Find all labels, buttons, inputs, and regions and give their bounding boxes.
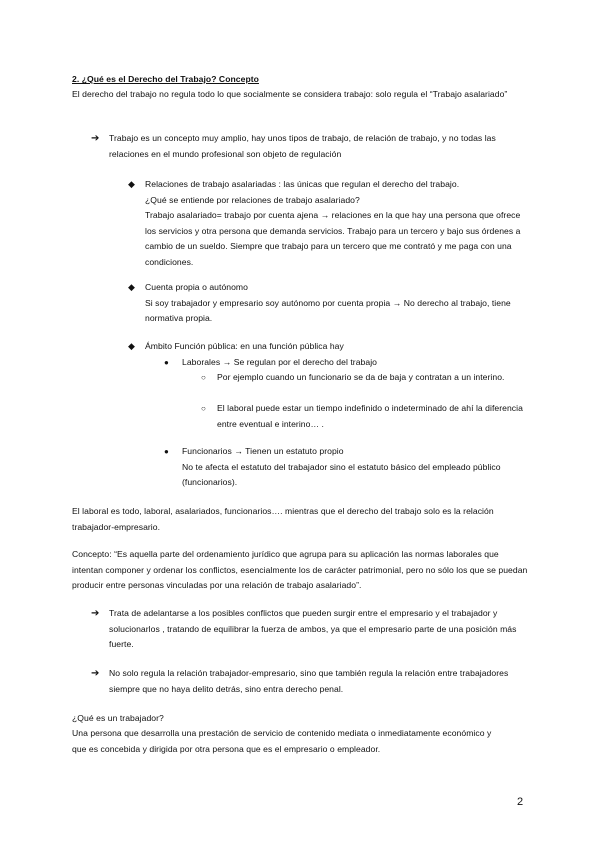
- dot-item-2-line-1: Funcionarios → Tienen un estatuto propio: [182, 446, 344, 456]
- circle-bullet-icon: ○: [201, 404, 206, 413]
- diamond-item-1-line-1: Relaciones de trabajo asalariadas : las únicas que regulan el derecho del trabajo.: [145, 179, 460, 189]
- arrow-bullet-icon: ➔: [91, 133, 100, 144]
- paragraph-laboral: El laboral es todo, laboral, asalariados, funcionarios…. mientras que el derecho del trabajo solo es la relación trabajador-empresario.: [72, 506, 494, 532]
- diamond-item-2-line-2: Si soy trabajador y empresario soy autónomo por cuenta propia → No derecho al trabajo, tiene normativa propia.: [145, 297, 511, 324]
- arrow-bullet-icon: ➔: [91, 668, 100, 679]
- diamond-item-3: Ámbito Función pública: en una función pública hay: [145, 341, 344, 351]
- page-number: 2: [517, 796, 524, 808]
- question-title: ¿Qué es un trabajador?: [72, 713, 164, 723]
- dot-item-2: [182, 444, 524, 491]
- diamond-item-1: [145, 177, 529, 271]
- diamond-item-1-line-2: ¿Qué se entiende por relaciones de trabajo asalariado?: [145, 194, 360, 205]
- arrow-item-3: No solo regula la relación trabajador-empresario, sino que también regula la relación entre trabajadores siempre que no haya delito detrás, sino entra derecho penal.: [109, 668, 509, 694]
- intro-paragraph: El derecho del trabajo no regula todo lo que socialmente se considera trabajo: solo regula el “Trabajo asalariado”: [72, 89, 508, 99]
- concept-paragraph: Concepto: “Es aquella parte del ordenamiento jurídico que agrupa para su aplicación las normas laborales que intentan componer y ordenar los conflictos, esencialmente los de carácter patrimonial, pero no sólo los que se puedan producir entre personas vinculadas por una relación de trabajo asalariado”.: [72, 549, 528, 591]
- circle-bullet-icon: ○: [201, 373, 206, 382]
- dot-item-2-line-2: No te afecta el estatuto del trabajador sino el estatuto básico del empleado público (funcionarios).: [182, 461, 501, 488]
- diamond-bullet-icon: ◆: [128, 282, 135, 292]
- arrow-bullet-icon: ➔: [91, 608, 100, 619]
- diamond-item-2: [145, 280, 525, 327]
- dot-bullet-icon: ●: [164, 447, 169, 456]
- dot-item-1: Laborales → Se regulan por el derecho del trabajo: [182, 357, 377, 367]
- section-title: 2. ¿Qué es el Derecho del Trabajo? Concepto: [72, 74, 259, 84]
- diamond-bullet-icon: ◆: [128, 341, 135, 351]
- diamond-item-1-line-3: Trabajo asalariado= trabajo por cuenta ajena → relaciones en la que hay una persona que ofrece los servicios y otra persona que demanda servicios. Trabajo para un tercero y bajo sus órdenes a cambio de un sueldo. Siempre que trabajo para un tercero que me contrató y me paga con una condiciones.: [145, 210, 521, 267]
- dot-bullet-icon: ●: [164, 358, 169, 367]
- arrow-item-2: Trata de adelantarse a los posibles conflictos que pueden surgir entre el empresario y el trabajador y solucionarlos , tratando de equilibrar la fuerza de ambos, ya que el empresario parte de una posición más fuerte.: [109, 608, 517, 650]
- arrow-item-1: Trabajo es un concepto muy amplio, hay unos tipos de trabajo, de relación de trabajo, y no todas las relaciones en el mundo profesional son objeto de regulación: [109, 133, 496, 159]
- question-answer: Una persona que desarrolla una prestación de servicio de contenido mediata o inmediatamente económico y que es concebida y dirigida por otra persona que es el empresario o empleador.: [72, 728, 492, 754]
- circle-item-2: El laboral puede estar un tiempo indefinido o indeterminado de ahí la diferencia entre eventual e interino… .: [217, 403, 523, 429]
- diamond-bullet-icon: ◆: [128, 179, 135, 189]
- circle-item-1: Por ejemplo cuando un funcionario se da de baja y contratan a un interino.: [217, 372, 505, 382]
- diamond-item-2-line-1: Cuenta propia o autónomo: [145, 282, 248, 292]
